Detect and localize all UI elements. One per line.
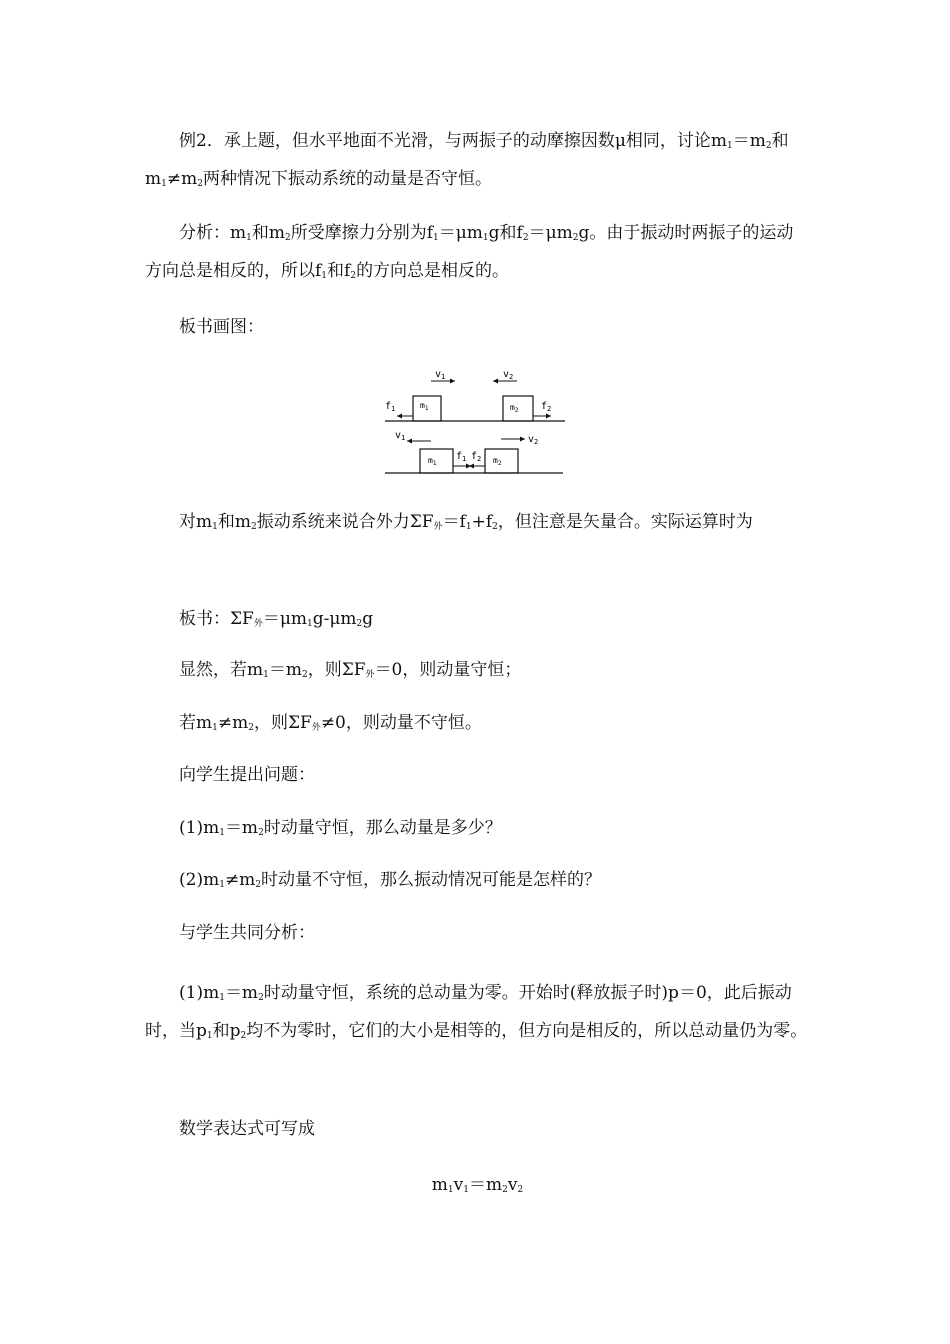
label-m1-bottom: $m_1$ bbox=[428, 456, 437, 467]
question-intro: 向学生提出问题： bbox=[179, 765, 315, 785]
blackboard-formula: 板书：$\Sigma F_外=\mu m_1g-\mu m_2g$ bbox=[179, 609, 374, 629]
arrowhead-f2-top bbox=[546, 414, 551, 419]
label-f1-bottom: $f_1$ bbox=[456, 451, 467, 463]
arrowhead-v1-top bbox=[450, 379, 455, 384]
label-v2-bottom: $v_2$ bbox=[528, 434, 539, 446]
momentum-equation: $m_1v_1=m_2v_2$ bbox=[431, 1175, 524, 1195]
label-f1-top: $f_1$ bbox=[385, 401, 396, 413]
label-m2-top: $m_2$ bbox=[510, 403, 519, 414]
arrowhead-v1-bottom bbox=[407, 439, 412, 444]
conclusion-conserved: 显然，若$m_1=m_2$，则$\Sigma F_外=0$，则动量守恒； bbox=[179, 660, 522, 680]
friction-diagram bbox=[383, 363, 573, 478]
joint-analysis-intro: 与学生共同分析： bbox=[179, 923, 315, 943]
arrowhead-f2-bottom bbox=[469, 464, 474, 469]
arrowhead-v2-top bbox=[493, 379, 498, 384]
resultant-force-paragraph: 对$m_1$和$m_2$振动系统来说合外力$\Sigma F_外=f_1+f_2$，但注意是矢量合。实际运算时为 bbox=[179, 512, 753, 532]
question-1: $(1)m_1=m_2$时动量守恒，那么动量是多少？ bbox=[179, 818, 502, 838]
answer-1: $(1)m_1=m_2$时动量守恒，系统的总动量为零。开始时(释放振子时)p＝0，此后振动时，当$p_1$和$p_2$均不为零时，它们的大小是相等的，但方向是相反的，所以总动量仍为零。 bbox=[145, 983, 808, 1041]
block-m2-bottom bbox=[485, 449, 518, 473]
arrowhead-f1-top bbox=[397, 414, 402, 419]
label-f2-top: $f_2$ bbox=[541, 401, 552, 413]
label-m2-bottom: $m_2$ bbox=[493, 456, 502, 467]
label-v2-top: $v_2$ bbox=[503, 369, 514, 381]
example-2-question: 例2．承上题，但水平地面不光滑，与两振子的动摩擦因数μ相同，讨论$m_1=m_2$和$m_1\ne m_2$两种情况下振动系统的动量是否守恒。 bbox=[145, 131, 789, 189]
label-f2-bottom: $f_2$ bbox=[471, 451, 482, 463]
question-2: $(2)m_1\ne m_2$时动量不守恒，那么振动情况可能是怎样的？ bbox=[179, 870, 602, 890]
label-v1-bottom: $v_1$ bbox=[395, 430, 406, 442]
blackboard-drawing-label: 板书画图： bbox=[179, 317, 264, 337]
arrowhead-v2-bottom bbox=[520, 437, 525, 442]
analysis-paragraph: 分析：$m_1$和$m_2$所受摩擦力分别为$f_1=\mu m_1g$和$f_2=\mu m_2g$。由于振动时两振子的运动方向总是相反的，所以$f_1$和$f_2$的方向总是相反的。 bbox=[145, 223, 794, 281]
conclusion-not-conserved: 若$m_1\ne m_2$，则$\Sigma F_外\ne 0$，则动量不守恒。 bbox=[179, 713, 482, 733]
block-m1-bottom bbox=[420, 449, 453, 473]
label-m1-top: $m_1$ bbox=[420, 401, 429, 412]
math-expression-intro: 数学表达式可写成 bbox=[179, 1119, 315, 1139]
label-v1-top: $v_1$ bbox=[435, 369, 446, 381]
